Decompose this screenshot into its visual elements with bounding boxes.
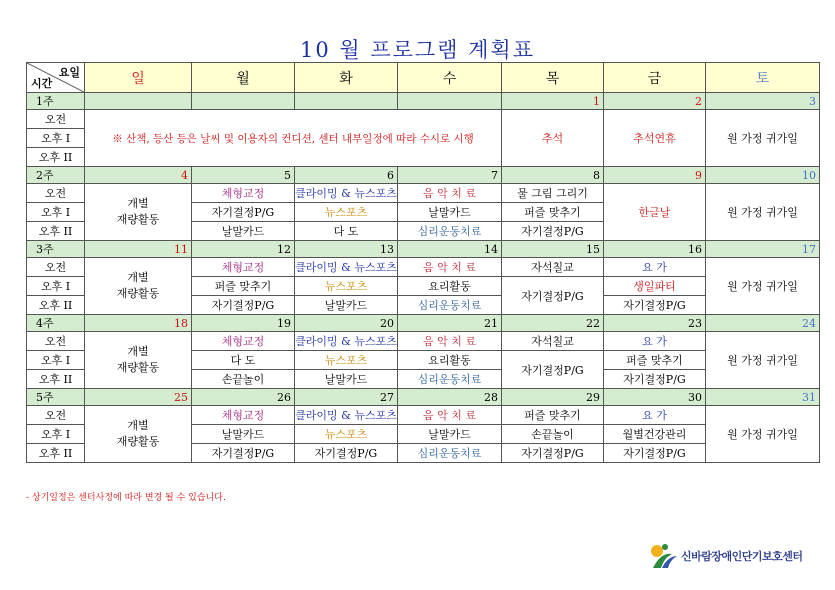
week-label: 3주	[27, 241, 85, 258]
time-label: 오후 I	[27, 203, 85, 222]
date-cell: 11	[85, 241, 192, 258]
week-label: 2주	[27, 167, 85, 184]
activity-fri: 생일파티	[604, 277, 706, 296]
activity-tue: 날말카드	[295, 370, 398, 389]
activity-mon: 다 도	[192, 351, 295, 370]
header-row	[27, 63, 820, 93]
date-cell: 26	[192, 389, 295, 406]
date-cell: 17	[706, 241, 820, 258]
activity-thu: 퍼즐 맞추기	[502, 203, 604, 222]
holiday-chuseok-break: 추석연휴	[604, 110, 706, 167]
date-cell: 27	[295, 389, 398, 406]
date-cell: 22	[502, 315, 604, 332]
date-cell	[295, 93, 398, 110]
activity-mon: 자기결정P/G	[192, 203, 295, 222]
time-label: 오후 II	[27, 148, 85, 167]
time-label: 오전	[27, 184, 85, 203]
activity-wed: 심리운동치료	[398, 222, 502, 241]
activity-thu: 퍼즐 맞추기	[502, 406, 604, 425]
week-label: 1주	[27, 93, 85, 110]
date-cell: 30	[604, 389, 706, 406]
activity-thu: 자석칠교	[502, 332, 604, 351]
date-cell: 3	[706, 93, 820, 110]
date-cell: 6	[295, 167, 398, 184]
time-label: 오후 II	[27, 370, 85, 389]
sunday-activity: 개별 재량활동	[85, 332, 192, 389]
date-cell: 9	[604, 167, 706, 184]
holiday-chuseok: 추석	[502, 110, 604, 167]
date-cell	[398, 93, 502, 110]
activity-mon: 자기결정P/G	[192, 444, 295, 463]
activity-mon: 체형교정	[192, 184, 295, 203]
week-row	[27, 93, 820, 110]
notice-text: ※ 산책, 등산 등은 날씨 및 이용자의 컨디션, 센터 내부일정에 따라 수시로 시행	[85, 110, 502, 167]
activity-fri: 요 가	[604, 332, 706, 351]
activity-mon: 날말카드	[192, 222, 295, 241]
page-title: 10 월 프로그램 계획표	[0, 34, 835, 64]
sunday-activity: 개별 재량활동	[85, 406, 192, 463]
date-cell: 16	[604, 241, 706, 258]
date-cell	[85, 93, 192, 110]
time-label: 오후 II	[27, 222, 85, 241]
slot-row	[27, 406, 820, 425]
activity-tue: 뉴스포츠	[295, 351, 398, 370]
date-cell: 18	[85, 315, 192, 332]
activity-tue: 뉴스포츠	[295, 203, 398, 222]
slot-row	[27, 258, 820, 277]
activity-mon: 자기결정P/G	[192, 296, 295, 315]
person-sun-icon	[648, 542, 678, 570]
date-cell: 29	[502, 389, 604, 406]
day-fri: 금	[604, 63, 706, 93]
time-label: 오후 I	[27, 129, 85, 148]
day-tue: 화	[295, 63, 398, 93]
activity-fri: 자기결정P/G	[604, 296, 706, 315]
date-cell: 12	[192, 241, 295, 258]
date-cell: 7	[398, 167, 502, 184]
slot-row	[27, 110, 820, 129]
activity-tue: 날말카드	[295, 296, 398, 315]
activity-wed: 심리운동치료	[398, 444, 502, 463]
time-label: 오후 II	[27, 444, 85, 463]
day-thu: 목	[502, 63, 604, 93]
date-cell: 5	[192, 167, 295, 184]
activity-mon: 체형교정	[192, 332, 295, 351]
date-cell: 28	[398, 389, 502, 406]
time-label: 오전	[27, 332, 85, 351]
time-label: 오후 I	[27, 277, 85, 296]
home-day: 원 가정 귀가일	[706, 184, 820, 241]
week-row	[27, 315, 820, 332]
date-cell: 15	[502, 241, 604, 258]
activity-thu: 자기결정P/G	[502, 222, 604, 241]
time-label: 오전	[27, 406, 85, 425]
home-day: 원 가정 귀가일	[706, 258, 820, 315]
footnote: - 상기일정은 센터사정에 따라 변경 될 수 있습니다.	[26, 493, 226, 503]
activity-tue: 클라이밍 & 뉴스포츠	[295, 332, 398, 351]
activity-thu: 자석칠교	[502, 258, 604, 277]
activity-wed: 음 악 치 료	[398, 406, 502, 425]
date-cell	[192, 93, 295, 110]
home-day: 원 가정 귀가일	[706, 406, 820, 463]
activity-tue: 뉴스포츠	[295, 425, 398, 444]
date-cell: 13	[295, 241, 398, 258]
activity-tue: 다 도	[295, 222, 398, 241]
activity-tue: 클라이밍 & 뉴스포츠	[295, 406, 398, 425]
activity-tue: 자기결정P/G	[295, 444, 398, 463]
date-cell: 4	[85, 167, 192, 184]
activity-fri: 요 가	[604, 258, 706, 277]
activity-wed: 날말카드	[398, 425, 502, 444]
yoil-label: 요일	[58, 66, 80, 79]
day-mon: 월	[192, 63, 295, 93]
home-day: 원 가정 귀가일	[706, 332, 820, 389]
week-row	[27, 167, 820, 184]
time-label: 오후 I	[27, 351, 85, 370]
activity-wed: 음 악 치 료	[398, 332, 502, 351]
schedule-table	[26, 62, 820, 463]
sunday-activity: 개별 재량활동	[85, 258, 192, 315]
activity-tue: 뉴스포츠	[295, 277, 398, 296]
date-cell: 2	[604, 93, 706, 110]
date-cell: 25	[85, 389, 192, 406]
time-label: 오전	[27, 258, 85, 277]
activity-wed: 요리활동	[398, 277, 502, 296]
activity-fri: 자기결정P/G	[604, 444, 706, 463]
activity-thu: 자기결정P/G	[502, 351, 604, 389]
date-cell: 21	[398, 315, 502, 332]
corner-cell	[27, 63, 85, 93]
activity-tue: 클라이밍 & 뉴스포츠	[295, 184, 398, 203]
activity-mon: 날말카드	[192, 425, 295, 444]
activity-wed: 음 악 치 료	[398, 258, 502, 277]
activity-mon: 체형교정	[192, 406, 295, 425]
sigan-label: 시간	[31, 77, 53, 90]
day-wed: 수	[398, 63, 502, 93]
activity-wed: 음 악 치 료	[398, 184, 502, 203]
activity-fri: 자기결정P/G	[604, 370, 706, 389]
activity-mon: 체형교정	[192, 258, 295, 277]
date-cell: 19	[192, 315, 295, 332]
activity-fri: 요 가	[604, 406, 706, 425]
day-sat: 토	[706, 63, 820, 93]
activity-tue: 클라이밍 & 뉴스포츠	[295, 258, 398, 277]
date-cell: 14	[398, 241, 502, 258]
date-cell: 23	[604, 315, 706, 332]
activity-wed: 심리운동치료	[398, 370, 502, 389]
activity-mon: 퍼즐 맞추기	[192, 277, 295, 296]
activity-thu: 물 그림 그리기	[502, 184, 604, 203]
logo-text: 신바람장애인단기보호센터	[681, 550, 803, 563]
activity-fri: 월별건강관리	[604, 425, 706, 444]
holiday-hangul: 한글날	[604, 184, 706, 241]
activity-wed: 날말카드	[398, 203, 502, 222]
date-cell: 1	[502, 93, 604, 110]
slot-row	[27, 332, 820, 351]
activity-thu: 손끝놀이	[502, 425, 604, 444]
date-cell: 31	[706, 389, 820, 406]
time-label: 오후 II	[27, 296, 85, 315]
activity-wed: 요리활동	[398, 351, 502, 370]
week-label: 4주	[27, 315, 85, 332]
activity-mon: 손끝놀이	[192, 370, 295, 389]
date-cell: 24	[706, 315, 820, 332]
week-row	[27, 241, 820, 258]
activity-thu: 자기결정P/G	[502, 444, 604, 463]
activity-wed: 심리운동치료	[398, 296, 502, 315]
home-day: 원 가정 귀가일	[706, 110, 820, 167]
center-logo	[648, 542, 803, 570]
date-cell: 20	[295, 315, 398, 332]
activity-thu: 자기결정P/G	[502, 277, 604, 315]
sunday-activity: 개별 재량활동	[85, 184, 192, 241]
week-label: 5주	[27, 389, 85, 406]
slot-row	[27, 184, 820, 203]
time-label: 오후 I	[27, 425, 85, 444]
date-cell: 8	[502, 167, 604, 184]
activity-fri: 퍼즐 맞추기	[604, 351, 706, 370]
date-cell: 10	[706, 167, 820, 184]
day-sun: 일	[85, 63, 192, 93]
week-row	[27, 389, 820, 406]
time-label: 오전	[27, 110, 85, 129]
